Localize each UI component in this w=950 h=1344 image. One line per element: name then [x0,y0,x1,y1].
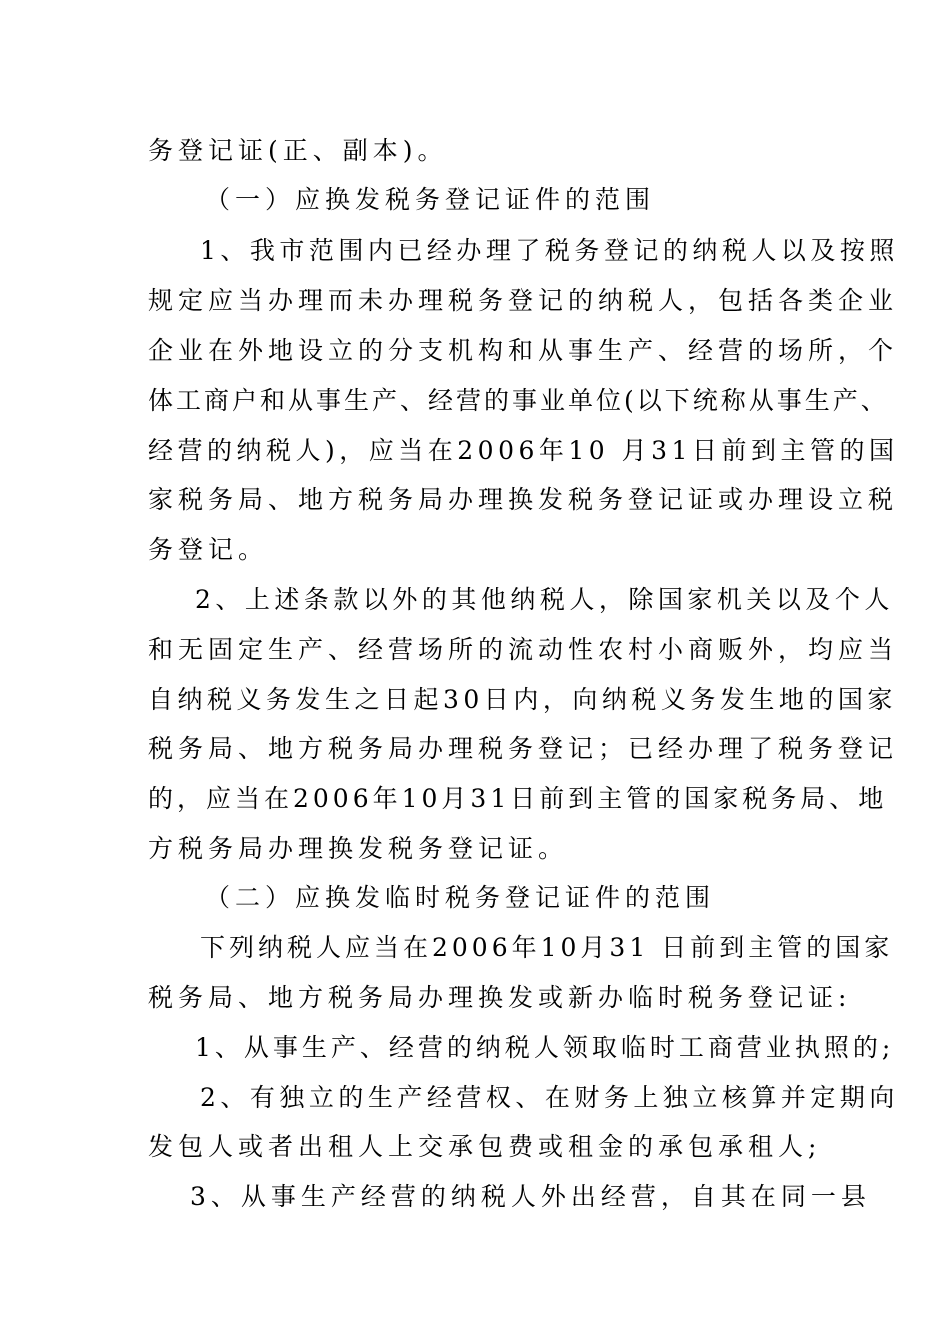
text-line: 的，应当在2006年10月31日前到主管的国家税务局、地 [148,784,888,813]
text-line: 规定应当办理而未办理税务登记的纳税人，包括各类企业 [148,286,899,315]
text-line: 家税务局、地方税务局办理换发税务登记证或办理设立税 [148,485,899,514]
text-line: 1、我市范围内已经办理了税务登记的纳税人以及按照 [200,236,899,265]
section-heading: （二）应换发临时税务登记证件的范围 [205,883,716,912]
text-line: 自纳税义务发生之日起30日内，向纳税义务发生地的国家 [148,685,897,714]
text-line: 体工商户和从事生产、经营的事业单位(以下统称从事生产、 [148,386,889,415]
text-line: 发包人或者出租人上交承包费或租金的承包承租人; [148,1132,822,1161]
text-line: 经营的纳税人)，应当在2006年10 月31日前到主管的国 [148,436,899,465]
text-line: 1、从事生产、经营的纳税人领取临时工商营业执照的; [195,1033,895,1062]
text-line: 3、从事生产经营的纳税人外出经营，自其在同一县 [190,1182,871,1211]
text-line: 税务局、地方税务局办理换发或新办临时税务登记证: [148,983,852,1012]
section-heading: （一）应换发税务登记证件的范围 [205,185,656,214]
text-line: 下列纳税人应当在2006年10月31 日前到主管的国家 [200,933,894,962]
text-line: 税务局、地方税务局办理税务登记；已经办理了税务登记 [148,734,899,763]
text-line: 2、上述条款以外的其他纳税人，除国家机关以及个人 [195,585,894,614]
text-line: 2、有独立的生产经营权、在财务上独立核算并定期向 [200,1083,899,1112]
text-line: 务登记。 [148,535,269,564]
text-line: 务登记证(正、副本)。 [148,136,448,165]
text-line: 方税务局办理换发税务登记证。 [148,834,569,863]
text-line: 企业在外地设立的分支机构和从事生产、经营的场所，个 [148,336,899,365]
text-line: 和无固定生产、经营场所的流动性农村小商贩外，均应当 [148,635,899,664]
